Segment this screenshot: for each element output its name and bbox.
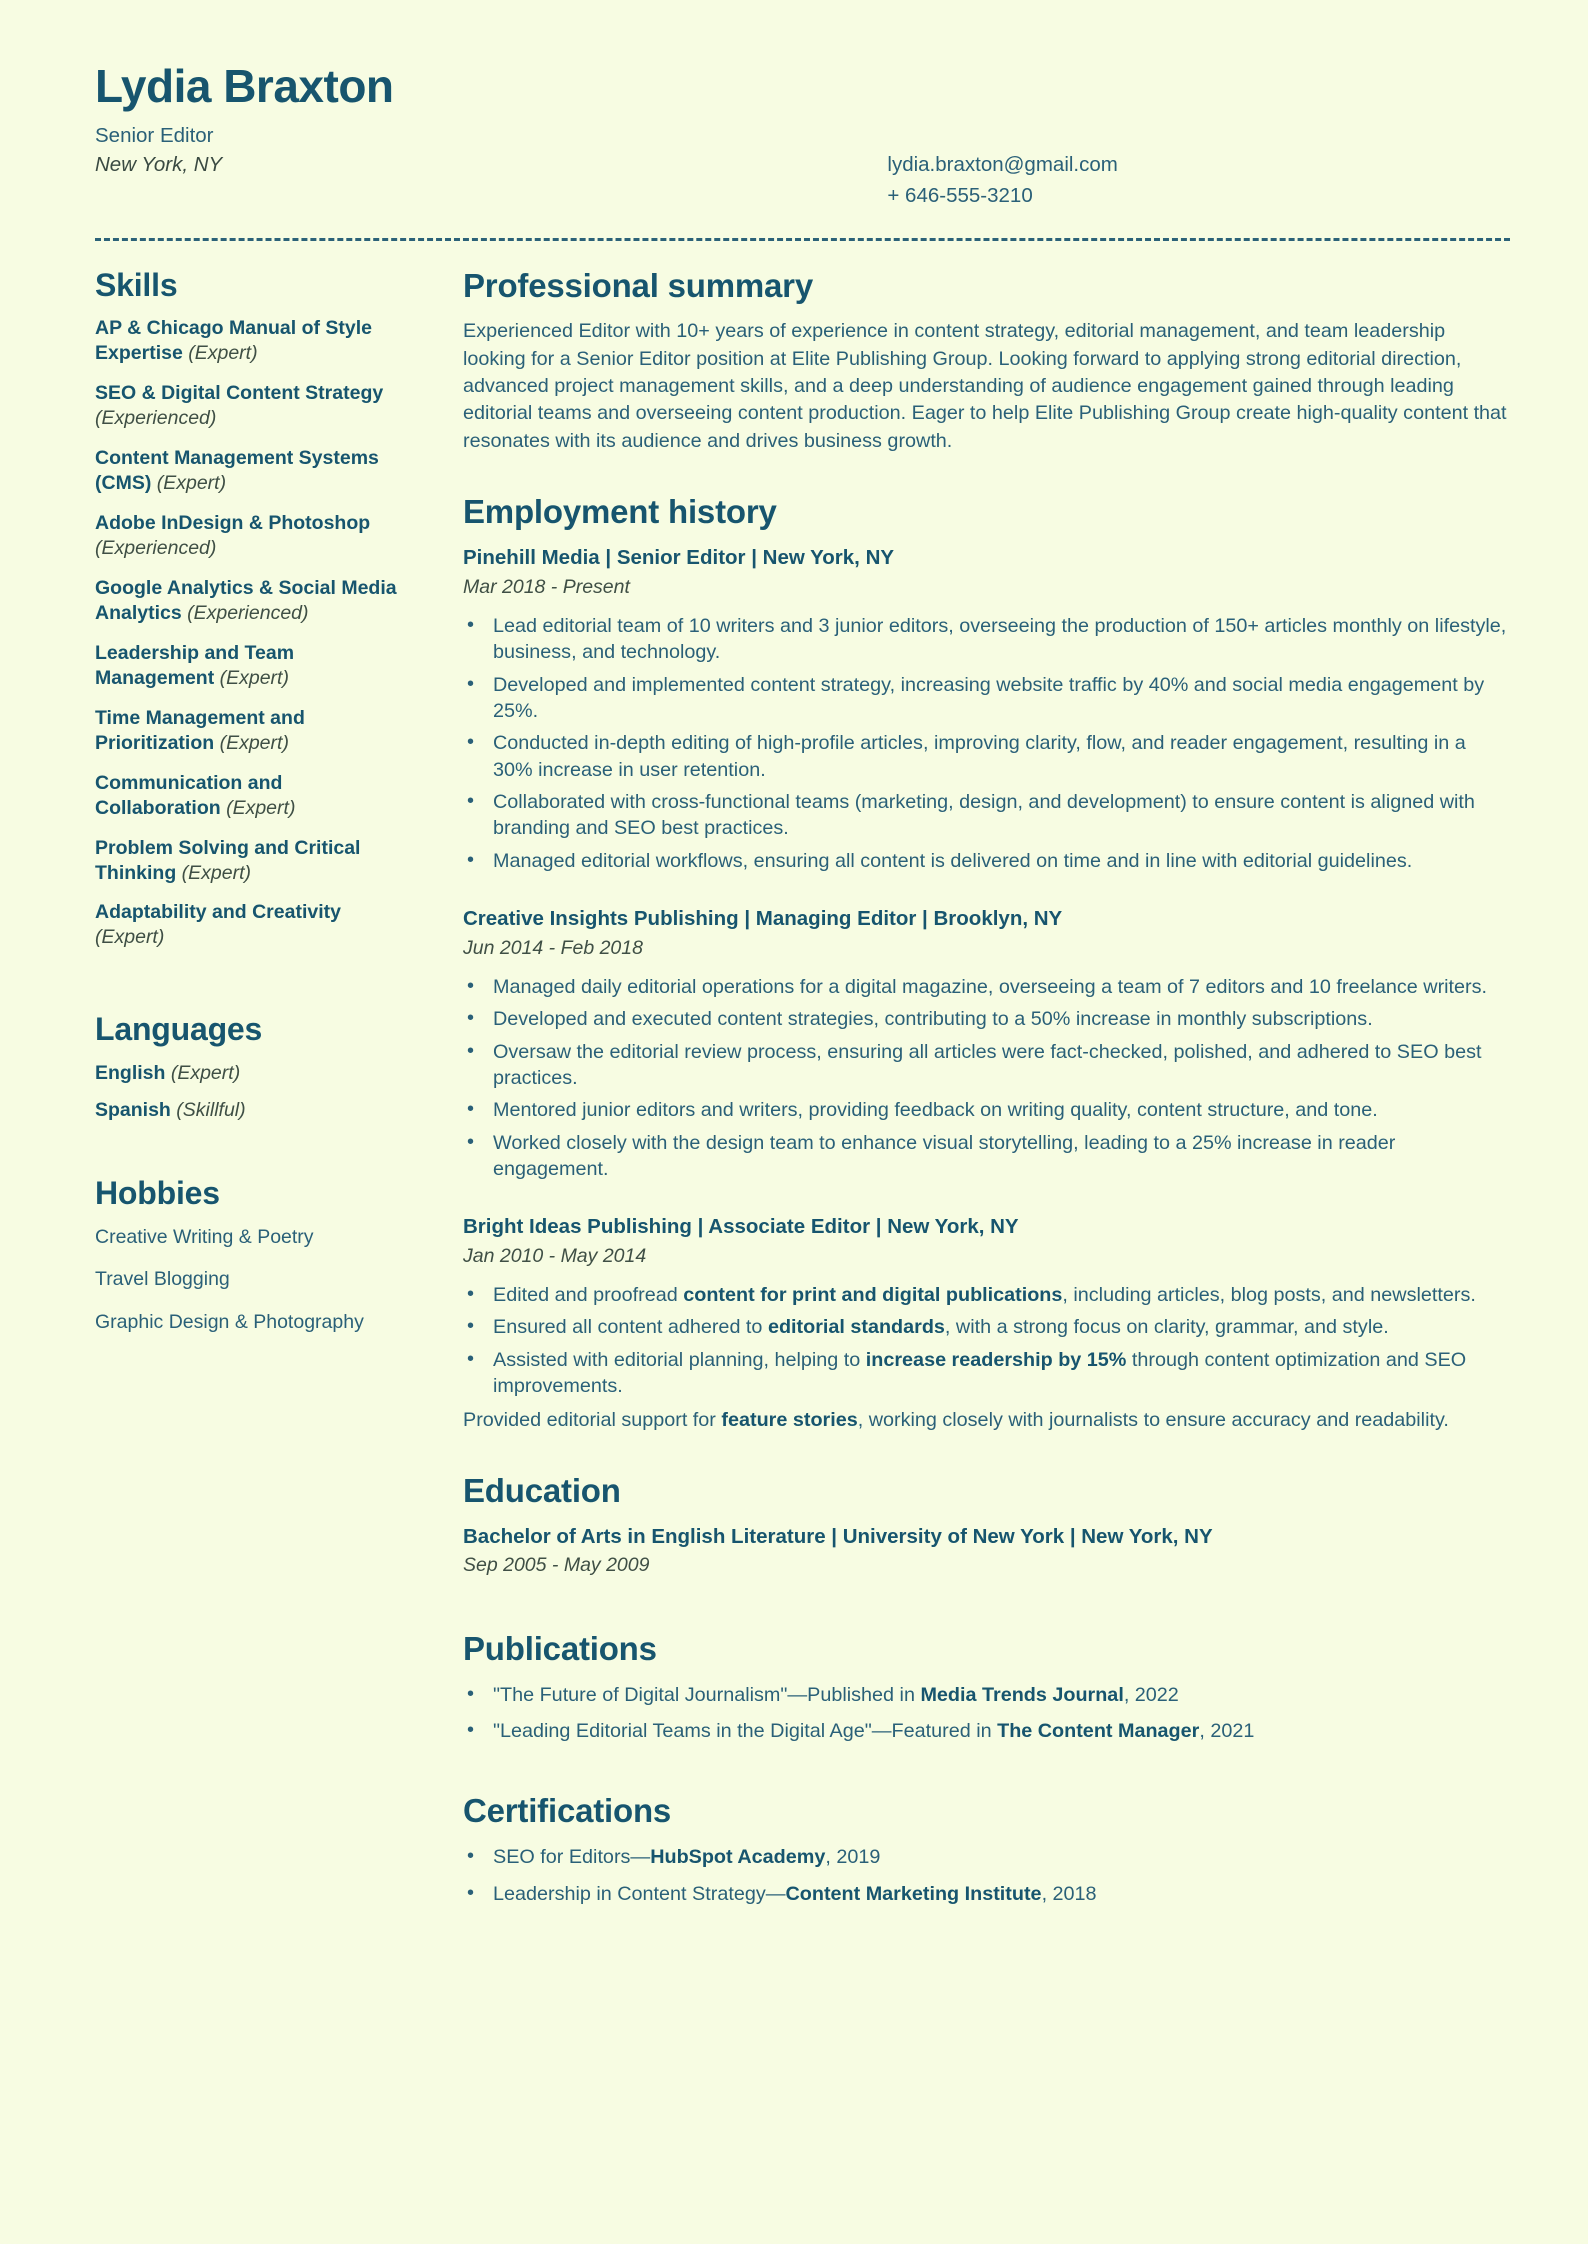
employment-list <box>463 545 1510 1434</box>
sidebar-spacer <box>95 1135 411 1175</box>
job-closing-paragraph: Provided editorial support for feature stories, working closely with journalists to ensure accuracy and readability. <box>463 1409 1449 1432</box>
job-bullet: • Oversaw the editorial review process, ensuring all articles were fact-checked, polished, and adhered to SEO best practices. <box>463 1039 1510 1092</box>
job-entry <box>463 906 1510 1182</box>
candidate-role: Senior Editor <box>95 123 214 147</box>
hobbies-list <box>95 1225 411 1335</box>
skill-level: (Expert) <box>182 342 258 365</box>
certifications-list <box>463 1844 1510 1907</box>
language-level: (Expert) <box>165 1062 241 1085</box>
job-bullet: • Managed editorial workflows, ensuring all content is delivered on time and in line with editorial guidelines. <box>463 848 1510 874</box>
skill-level: (Experienced) <box>95 407 217 430</box>
publications-list <box>463 1682 1510 1745</box>
skill-level: (Expert) <box>214 731 289 754</box>
header-contact <box>887 62 1117 212</box>
education-section-title: Education <box>463 1471 621 1509</box>
education-dates: Sep 2005 - May 2009 <box>463 1554 650 1577</box>
language-item <box>95 1098 411 1123</box>
hobby-item: Travel Blogging <box>95 1268 230 1291</box>
skills-list <box>95 316 411 950</box>
skill-name: Leadership and Team Management <box>95 641 295 689</box>
job-entry <box>463 1214 1510 1434</box>
skill-name: SEO & Digital Content Strategy <box>95 382 384 405</box>
publications-section-title: Publications <box>463 1629 657 1667</box>
hobby-item: Creative Writing & Poetry <box>95 1225 314 1248</box>
language-name: Spanish <box>95 1099 171 1122</box>
skill-item <box>95 381 411 431</box>
job-bullet: • Edited and proofread content for print and digital publications, including articles, blog posts, and newsletters. <box>463 1282 1510 1308</box>
skill-level: (Expert) <box>220 796 296 819</box>
job-bullet: • Developed and executed content strategies, contributing to a 50% increase in monthly subscriptions. <box>463 1006 1510 1032</box>
skill-level: (Expert) <box>95 926 165 949</box>
job-bullet: • Assisted with editorial planning, helping to increase readership by 15% through content optimization and SEO improvements. <box>463 1347 1510 1400</box>
job-entry <box>463 545 1510 874</box>
language-item <box>95 1061 411 1086</box>
hobby-item: Graphic Design & Photography <box>95 1310 364 1333</box>
hobbies-section-title: Hobbies <box>95 1175 220 1212</box>
skill-item <box>95 771 411 821</box>
contact-phone: + 646-555-3210 <box>887 183 1033 207</box>
job-dates: Jan 2010 - May 2014 <box>463 1244 647 1267</box>
skill-name: Problem Solving and Critical Thinking <box>95 836 361 884</box>
skill-level: (Expert) <box>176 861 252 884</box>
skill-item <box>95 836 411 886</box>
job-bullet: • Lead editorial team of 10 writers and 3 junior editors, overseeing the production of 150+ articles monthly on lifestyle, business, and technology. <box>463 613 1510 666</box>
skill-item <box>95 706 411 756</box>
main-spacer <box>463 1754 1510 1792</box>
skill-level: (Expert) <box>214 666 289 689</box>
job-bullets <box>463 613 1510 874</box>
job-bullets <box>463 1282 1510 1399</box>
skill-name: Adaptability and Creativity <box>95 901 341 924</box>
job-bullet: • Ensured all content adhered to editorial standards, with a strong focus on clarity, grammar, and style. <box>463 1314 1510 1340</box>
job-bullet: • Collaborated with cross-functional teams (marketing, design, and development) to ensure content is aligned with branding and SEO best practices. <box>463 789 1510 842</box>
candidate-location: New York, NY <box>95 153 223 177</box>
skill-level: (Experienced) <box>95 536 217 559</box>
skill-name: Content Management Systems (CMS) <box>95 447 379 495</box>
education-degree: Bachelor of Arts in English Literature | University of New York | New York, NY <box>463 1524 1213 1548</box>
job-dates: Jun 2014 - Feb 2018 <box>463 936 643 959</box>
main-spacer <box>463 1592 1510 1630</box>
languages-list <box>95 1061 411 1123</box>
publication-item: • "The Future of Digital Journalism"—Published in Media Trends Journal, 2022 <box>463 1682 1510 1708</box>
job-spacer <box>463 1188 1510 1214</box>
skill-name: Google Analytics & Social Media Analytics <box>95 576 397 624</box>
job-bullets <box>463 974 1510 1182</box>
certification-item: • Leadership in Content Strategy—Content Marketing Institute, 2018 <box>463 1881 1510 1907</box>
skill-level: (Experienced) <box>181 601 309 624</box>
header-divider <box>95 238 1510 241</box>
resume-header <box>95 62 1510 212</box>
skill-item <box>95 446 411 496</box>
skill-name: Adobe InDesign & Photoshop <box>95 512 371 535</box>
skill-item <box>95 641 411 691</box>
job-dates: Mar 2018 - Present <box>463 575 630 598</box>
certification-item: • SEO for Editors—HubSpot Academy, 2019 <box>463 1844 1510 1870</box>
job-heading: Bright Ideas Publishing | Associate Editor | New York, NY <box>463 1215 1019 1239</box>
job-heading: Pinehill Media | Senior Editor | New York, NY <box>463 545 895 569</box>
header-identity <box>95 62 887 179</box>
skill-name: Communication and Collaboration <box>95 771 283 819</box>
candidate-name: Lydia Braxton <box>95 60 394 112</box>
skill-item <box>95 511 411 561</box>
skill-level: (Expert) <box>151 472 227 495</box>
employment-section-title: Employment history <box>463 493 777 530</box>
contact-email: lydia.braxton@gmail.com <box>887 153 1118 176</box>
job-spacer <box>463 880 1510 906</box>
skill-item <box>95 900 411 950</box>
summary-text: Experienced Editor with 10+ years of experience in content strategy, editorial management, and team leadership looking for a Senior Editor position at Elite Publishing Group. Looking forward to applying strong editorial direction, advanced project management skills, and a deep understanding of audience engagement gained through leading editorial teams and overseeing content production. Eager to help Elite Publishing Group create high-quality content that resonates with its audience and drives business growth. <box>463 320 1507 452</box>
resume-columns <box>95 267 1510 1917</box>
resume-main <box>445 267 1510 1917</box>
skill-item <box>95 576 411 626</box>
skill-name: Time Management and Prioritization <box>95 706 305 754</box>
job-bullet: • Conducted in-depth editing of high-profile articles, improving clarity, flow, and reader engagement, resulting in a 30% increase in user retention. <box>463 730 1510 783</box>
language-level: (Skillful) <box>170 1099 246 1122</box>
job-bullet: • Mentored junior editors and writers, providing feedback on writing quality, content structure, and tone. <box>463 1097 1510 1123</box>
main-spacer <box>463 1434 1510 1472</box>
sidebar-spacer <box>95 965 411 1011</box>
job-heading: Creative Insights Publishing | Managing Editor | Brooklyn, NY <box>463 906 1063 930</box>
language-name: English <box>95 1062 166 1085</box>
resume-sidebar <box>95 267 445 1352</box>
languages-section-title: Languages <box>95 1011 263 1048</box>
job-bullet: • Developed and implemented content strategy, increasing website traffic by 40% and social media engagement by 25%. <box>463 672 1510 725</box>
skill-item <box>95 316 411 366</box>
certifications-section-title: Certifications <box>463 1792 672 1830</box>
main-spacer <box>463 455 1510 493</box>
job-bullet: • Managed daily editorial operations for a digital magazine, overseeing a team of 7 editors and 10 freelance writers. <box>463 974 1510 1000</box>
publication-item: • "Leading Editorial Teams in the Digital Age"—Featured in The Content Manager, 2021 <box>463 1718 1510 1744</box>
summary-section-title: Professional summary <box>463 266 813 304</box>
skills-section-title: Skills <box>95 266 178 303</box>
job-bullet: • Worked closely with the design team to enhance visual storytelling, leading to a 25% increase in reader engagement. <box>463 1130 1510 1183</box>
skill-name: AP & Chicago Manual of Style Expertise <box>95 317 373 365</box>
